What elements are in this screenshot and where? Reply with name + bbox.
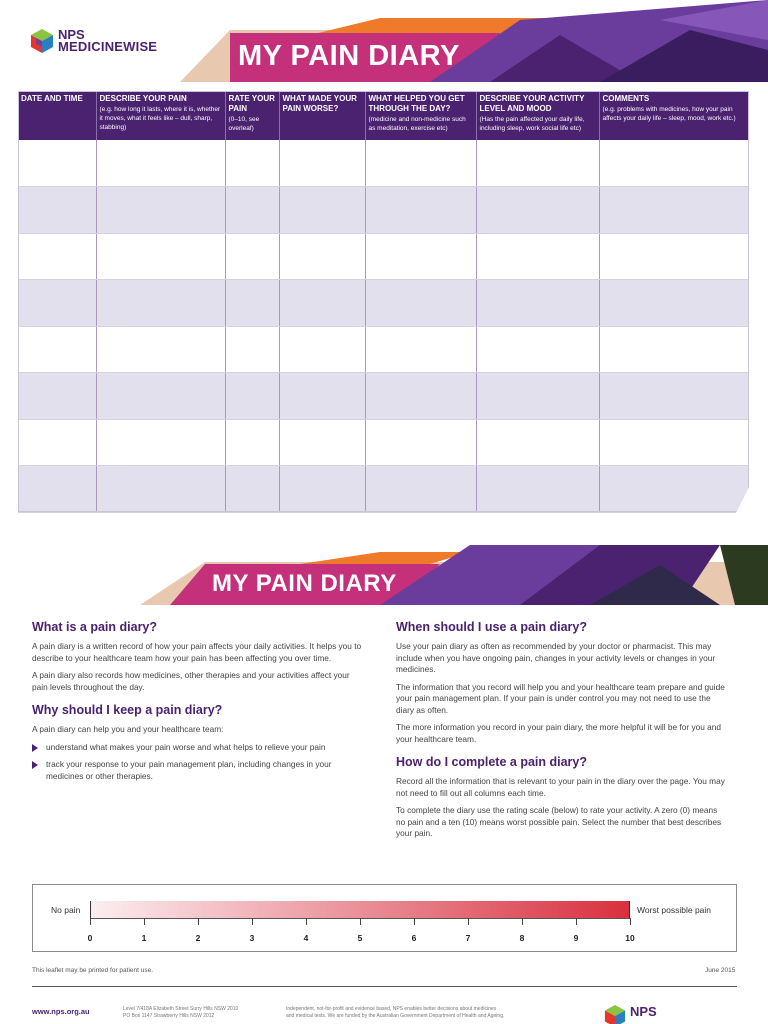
column-header-activity bbox=[476, 91, 599, 140]
why-keep-list bbox=[32, 742, 362, 783]
scale-tick-label[interactable]: 0 bbox=[87, 933, 93, 943]
table-cell[interactable] bbox=[96, 140, 225, 187]
table-cell[interactable] bbox=[279, 187, 365, 234]
table-cell[interactable] bbox=[18, 373, 96, 420]
table-cell[interactable] bbox=[599, 140, 749, 187]
table-cell[interactable] bbox=[96, 373, 225, 420]
triangle-bullet-icon bbox=[32, 744, 38, 752]
table-row bbox=[18, 233, 749, 280]
scale-tick bbox=[252, 918, 253, 925]
table-cell[interactable] bbox=[96, 233, 225, 280]
what-is-heading: What is a pain diary? bbox=[32, 620, 158, 634]
table-cell[interactable] bbox=[365, 466, 476, 513]
when-use-heading: When should I use a pain diary? bbox=[396, 620, 587, 634]
column-header-date bbox=[18, 91, 96, 140]
table-cell[interactable] bbox=[225, 466, 279, 513]
column-header-describe bbox=[96, 91, 225, 140]
table-cell[interactable] bbox=[225, 233, 279, 280]
table-cell[interactable] bbox=[279, 140, 365, 187]
table-header-row bbox=[18, 91, 749, 140]
scale-tick-label[interactable]: 1 bbox=[141, 933, 147, 943]
scale-tick-label[interactable]: 4 bbox=[303, 933, 309, 943]
column-heading: DATE AND TIME bbox=[21, 94, 83, 103]
table-cell[interactable] bbox=[599, 326, 749, 373]
table-cell[interactable] bbox=[18, 140, 96, 187]
logo-line-nps: NPS bbox=[58, 27, 85, 42]
table-cell[interactable] bbox=[599, 280, 749, 327]
column-heading: WHAT HELPED YOU GET THROUGH THE DAY? bbox=[368, 94, 465, 113]
list-item bbox=[32, 742, 362, 754]
footer-url-link[interactable]: www.nps.org.au bbox=[32, 1007, 90, 1016]
table-row bbox=[18, 140, 749, 187]
table-cell[interactable] bbox=[365, 140, 476, 187]
left-column bbox=[32, 620, 362, 788]
column-heading: DESCRIBE YOUR PAIN bbox=[99, 94, 187, 103]
address-line: Level 7/418A Elizabeth Street Surry Hills NSW 2010 bbox=[123, 1006, 239, 1012]
table-row bbox=[18, 326, 749, 373]
nps-logo-cube-icon bbox=[30, 28, 54, 54]
info-line: Independent, not-for-profit and evidence based, NPS enables better decisions about medicines bbox=[286, 1006, 497, 1012]
how-complete-heading: How do I complete a pain diary? bbox=[396, 755, 588, 769]
table-cell[interactable] bbox=[96, 326, 225, 373]
column-subheading: (0–10, see overleaf) bbox=[228, 116, 260, 132]
table-cell[interactable] bbox=[18, 326, 96, 373]
table-cell[interactable] bbox=[365, 280, 476, 327]
how-complete-paragraph-2: To complete the diary use the rating scale (below) to rate your activity. A zero (0) means no pain and a ten (10) means worst possible pain. Select the number that best describes your pain. bbox=[396, 805, 722, 838]
list-item bbox=[32, 759, 362, 782]
publication-date: June 2015 bbox=[705, 967, 736, 974]
table-cell[interactable] bbox=[225, 326, 279, 373]
what-is-paragraph-2: A pain diary also records how medicines, other therapies and your activities affect your pain levels throughout the day. bbox=[32, 670, 350, 692]
print-note: This leaflet may be printed for patient use. bbox=[32, 967, 154, 974]
column-subheading: (e.g. how long it lasts, where it is, whether it moves, what it feels like – dull, sharp, stabbing) bbox=[99, 106, 221, 131]
column-header-worse bbox=[279, 91, 365, 140]
scale-tick bbox=[198, 918, 199, 925]
column-heading: COMMENTS bbox=[602, 94, 650, 103]
column-heading: DESCRIBE YOUR ACTIVITY LEVEL AND MOOD bbox=[479, 94, 585, 113]
nps-logo-cube-icon bbox=[604, 1004, 626, 1024]
table-cell[interactable] bbox=[365, 233, 476, 280]
footer-nps-logo bbox=[604, 1004, 657, 1024]
when-use-paragraph-2: The information that you record will help you and your healthcare team prepare and guide your pain management plan. If your pain is under control you may not need to use the diary as often. bbox=[396, 681, 725, 715]
table-cell[interactable] bbox=[18, 280, 96, 327]
table-cell[interactable] bbox=[599, 419, 749, 466]
scale-tick-label[interactable]: 8 bbox=[519, 933, 525, 943]
scale-tick bbox=[144, 918, 145, 925]
table-cell[interactable] bbox=[279, 280, 365, 327]
table-cell[interactable] bbox=[365, 187, 476, 234]
table-cell[interactable] bbox=[279, 466, 365, 513]
table-row bbox=[18, 187, 749, 234]
scale-tick-label[interactable]: 10 bbox=[625, 933, 635, 943]
pain-rating-scale bbox=[32, 884, 737, 952]
table-cell[interactable] bbox=[476, 233, 599, 280]
table-cell[interactable] bbox=[225, 140, 279, 187]
table-cell[interactable] bbox=[476, 466, 599, 513]
what-is-paragraph-1: A pain diary is a written record of how your pain affects your daily activities. It helps you to describe to your healthcare team how your pain has been affecting you over time. bbox=[32, 641, 362, 663]
table-cell[interactable] bbox=[476, 419, 599, 466]
table-cell[interactable] bbox=[18, 187, 96, 234]
column-header-helped bbox=[365, 91, 476, 140]
table-cell[interactable] bbox=[599, 187, 749, 234]
scale-right-label: Worst possible pain bbox=[637, 905, 712, 915]
footer-divider bbox=[32, 986, 737, 987]
logo-line-medicinewise: MEDICINEWISE bbox=[58, 39, 158, 54]
table-cell[interactable] bbox=[225, 419, 279, 466]
footer-address bbox=[123, 1006, 273, 1020]
scale-tick bbox=[306, 918, 307, 925]
table-cell[interactable] bbox=[18, 466, 96, 513]
column-subheading: (Has the pain affected your daily life, including sleep, work social life etc) bbox=[479, 116, 585, 132]
table-cell[interactable] bbox=[18, 233, 96, 280]
table-row bbox=[18, 466, 749, 513]
table-cell[interactable] bbox=[18, 419, 96, 466]
table-cell[interactable] bbox=[365, 419, 476, 466]
pain-diary-table bbox=[18, 91, 749, 513]
table-row bbox=[18, 280, 749, 327]
table-cell[interactable] bbox=[96, 466, 225, 513]
address-line: PO Box 1147 Strawberry Hills NSW 2012 bbox=[123, 1013, 215, 1019]
right-column bbox=[396, 620, 726, 846]
scale-tick-label[interactable]: 9 bbox=[573, 933, 579, 943]
scale-tick bbox=[630, 918, 631, 925]
when-use-paragraph-3: The more information you record in your pain diary, the more helpful it will be for you and your healthcare team. bbox=[396, 722, 721, 744]
table-row bbox=[18, 373, 749, 420]
info-line: and medical tests. We are funded by the Australian Government Department of Health and Ageing. bbox=[286, 1013, 505, 1019]
list-item-text: understand what makes your pain worse and what helps to relieve your pain bbox=[46, 741, 326, 752]
scale-tick bbox=[468, 918, 469, 925]
column-header-comments bbox=[599, 91, 749, 140]
table-cell[interactable] bbox=[225, 373, 279, 420]
table-cell[interactable] bbox=[279, 233, 365, 280]
table-cell[interactable] bbox=[279, 373, 365, 420]
list-item-text: track your response to your pain management plan, including changes in your medicines or other therapies. bbox=[46, 759, 332, 781]
triangle-bullet-icon bbox=[32, 761, 38, 769]
table-row bbox=[18, 419, 749, 466]
scale-tick-label[interactable]: 6 bbox=[411, 933, 417, 943]
footer-logo-text: NPS bbox=[630, 1004, 657, 1019]
table-cell[interactable] bbox=[599, 466, 749, 513]
scale-tick bbox=[414, 918, 415, 925]
table-cell[interactable] bbox=[279, 419, 365, 466]
pain-gradient-bar bbox=[90, 901, 630, 918]
page-title-2: MY PAIN DIARY bbox=[212, 570, 397, 597]
when-use-paragraph-1: Use your pain diary as often as recommended by your doctor or pharmacist. This may include when you have ongoing pain, changes in your activity levels or changes in your medicines. bbox=[396, 641, 716, 674]
page-fold-corner bbox=[736, 485, 750, 513]
scale-tick bbox=[90, 918, 91, 925]
scale-tick-label[interactable]: 2 bbox=[195, 933, 201, 943]
table-cell[interactable] bbox=[96, 187, 225, 234]
column-subheading: (medicine and non-medicine such as meditation, exercise etc) bbox=[368, 116, 466, 132]
table-cell[interactable] bbox=[476, 326, 599, 373]
footer-info bbox=[286, 1006, 566, 1020]
column-subheading: (e.g. problems with medicines, how your pain affects your daily life – sleep, mood, work etc.) bbox=[602, 106, 736, 122]
table-cell[interactable] bbox=[96, 280, 225, 327]
table-cell[interactable] bbox=[279, 326, 365, 373]
table-cell[interactable] bbox=[365, 326, 476, 373]
how-complete-paragraph-1: Record all the information that is relevant to your pain in the diary over the page. You may not need to fill out all columns each time. bbox=[396, 776, 725, 798]
table-cell[interactable] bbox=[365, 373, 476, 420]
table-cell[interactable] bbox=[476, 187, 599, 234]
table-cell[interactable] bbox=[476, 280, 599, 327]
why-keep-intro: A pain diary can help you and your healthcare team: bbox=[32, 724, 224, 734]
scale-tick-label[interactable]: 5 bbox=[357, 933, 363, 943]
scale-tick bbox=[522, 918, 523, 925]
why-keep-heading: Why should I keep a pain diary? bbox=[32, 703, 223, 717]
scale-tick-label[interactable]: 3 bbox=[249, 933, 255, 943]
column-heading: RATE YOUR PAIN bbox=[228, 94, 275, 113]
page-title: MY PAIN DIARY bbox=[238, 40, 460, 72]
table-cell[interactable] bbox=[225, 280, 279, 327]
table-cell[interactable] bbox=[476, 373, 599, 420]
table-cell[interactable] bbox=[476, 140, 599, 187]
column-heading: WHAT MADE YOUR PAIN WORSE? bbox=[282, 94, 357, 113]
scale-tick-label[interactable]: 7 bbox=[465, 933, 471, 943]
nps-logo bbox=[30, 28, 157, 54]
scale-tick bbox=[360, 918, 361, 925]
table-cell[interactable] bbox=[599, 373, 749, 420]
column-header-rate bbox=[225, 91, 279, 140]
table-cell[interactable] bbox=[599, 233, 749, 280]
scale-tick bbox=[576, 918, 577, 925]
table-cell[interactable] bbox=[225, 187, 279, 234]
table-cell[interactable] bbox=[96, 419, 225, 466]
scale-left-label: No pain bbox=[51, 905, 81, 915]
